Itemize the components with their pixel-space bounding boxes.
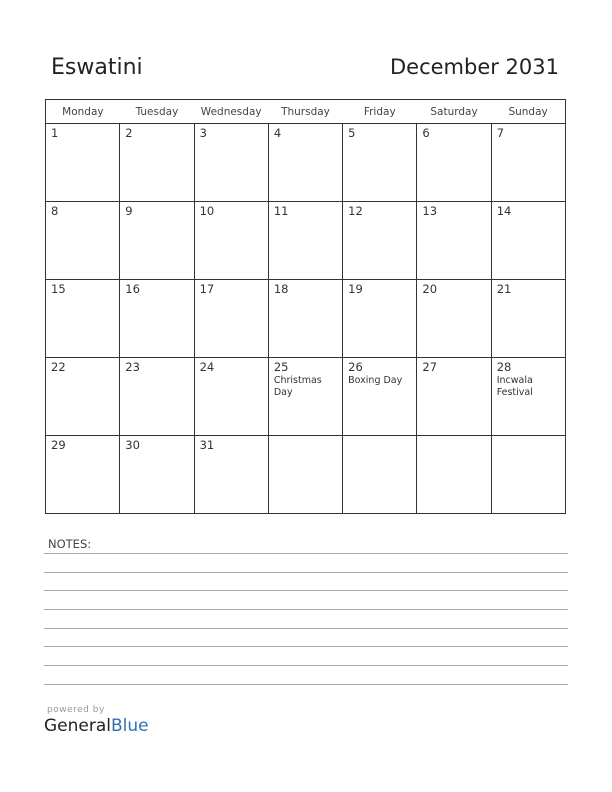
day-cell [120, 358, 194, 436]
day-cell [46, 358, 120, 436]
day-cell [343, 280, 417, 358]
day-number: 13 [422, 204, 438, 218]
day-number: 27 [422, 360, 438, 374]
holiday-label: Boxing Day [348, 375, 403, 386]
day-number: 11 [273, 204, 289, 218]
day-number: 29 [51, 438, 66, 452]
week-row [46, 202, 566, 280]
day-cell [194, 280, 268, 358]
generalblue-logo[interactable] [44, 716, 149, 736]
brand-general: General [44, 716, 111, 736]
brand-blue: Blue [111, 716, 149, 736]
day-number: 7 [496, 126, 505, 140]
day-cell [491, 358, 565, 436]
notes-line [44, 609, 568, 610]
day-cell [194, 202, 268, 280]
day-cell [417, 202, 491, 280]
day-cell [46, 202, 120, 280]
day-cell [120, 436, 194, 514]
weekday-header: Thursday [268, 100, 342, 124]
notes-line [44, 646, 568, 647]
day-cell [268, 202, 342, 280]
week-row [46, 124, 566, 202]
day-number: 2 [125, 126, 133, 140]
weekday-header: Sunday [491, 100, 565, 124]
day-number: 23 [125, 360, 140, 374]
day-cell [268, 358, 342, 436]
day-number: 3 [199, 126, 207, 140]
day-cell [491, 280, 565, 358]
day-number: 18 [273, 282, 289, 296]
day-number: 26 [348, 360, 363, 374]
weekday-header: Friday [343, 100, 417, 124]
day-number: 25 [273, 360, 289, 374]
day-number: 1 [51, 126, 59, 140]
day-cell [491, 436, 565, 514]
holiday-label: Incwala Festival [496, 375, 533, 398]
day-cell [194, 124, 268, 202]
day-number: 5 [348, 126, 356, 140]
notes-label: NOTES: [48, 537, 92, 551]
day-number: 17 [199, 282, 215, 296]
day-cell [491, 124, 565, 202]
day-number: 22 [51, 360, 66, 374]
day-number: 28 [496, 360, 512, 374]
day-number: 21 [496, 282, 512, 296]
weekday-header-row [46, 100, 566, 124]
day-cell [417, 280, 491, 358]
day-cell [417, 358, 491, 436]
day-cell [46, 436, 120, 514]
day-cell [46, 280, 120, 358]
country-title: Eswatini [51, 55, 143, 80]
day-cell [194, 436, 268, 514]
day-number: 12 [348, 204, 363, 218]
day-cell [268, 124, 342, 202]
day-number: 19 [348, 282, 363, 296]
week-row [46, 436, 566, 514]
week-row [46, 358, 566, 436]
day-number: 8 [51, 204, 59, 218]
notes-line [44, 628, 568, 629]
calendar-grid [45, 99, 566, 514]
day-number: 6 [422, 126, 430, 140]
notes-line [44, 665, 568, 666]
day-cell [268, 436, 342, 514]
day-cell [343, 358, 417, 436]
month-title: December 2031 [389, 55, 559, 79]
weekday-header: Saturday [417, 100, 491, 124]
week-row [46, 280, 566, 358]
day-cell [491, 202, 565, 280]
weekday-header: Monday [46, 100, 120, 124]
notes-line [44, 684, 568, 685]
day-number: 20 [422, 282, 438, 296]
day-number: 9 [125, 204, 133, 218]
day-number: 30 [125, 438, 140, 452]
day-cell [120, 202, 194, 280]
day-cell [268, 280, 342, 358]
day-cell [343, 124, 417, 202]
day-cell [120, 280, 194, 358]
day-cell [417, 124, 491, 202]
day-cell [343, 436, 417, 514]
day-cell [417, 436, 491, 514]
day-number: 14 [496, 204, 512, 218]
day-cell [120, 124, 194, 202]
notes-line [44, 553, 568, 554]
day-number: 4 [273, 126, 282, 140]
day-cell [46, 124, 120, 202]
holiday-label: Christmas Day [273, 375, 322, 398]
day-number: 10 [199, 204, 215, 218]
weekday-header: Tuesday [120, 100, 194, 124]
day-number: 16 [125, 282, 140, 296]
day-cell [194, 358, 268, 436]
day-cell [343, 202, 417, 280]
notes-line [44, 572, 568, 573]
day-number: 24 [199, 360, 215, 374]
notes-line [44, 590, 568, 591]
powered-by-text: powered by [47, 705, 105, 715]
day-number: 15 [51, 282, 66, 296]
day-number: 31 [199, 438, 215, 452]
weekday-header: Wednesday [194, 100, 268, 124]
